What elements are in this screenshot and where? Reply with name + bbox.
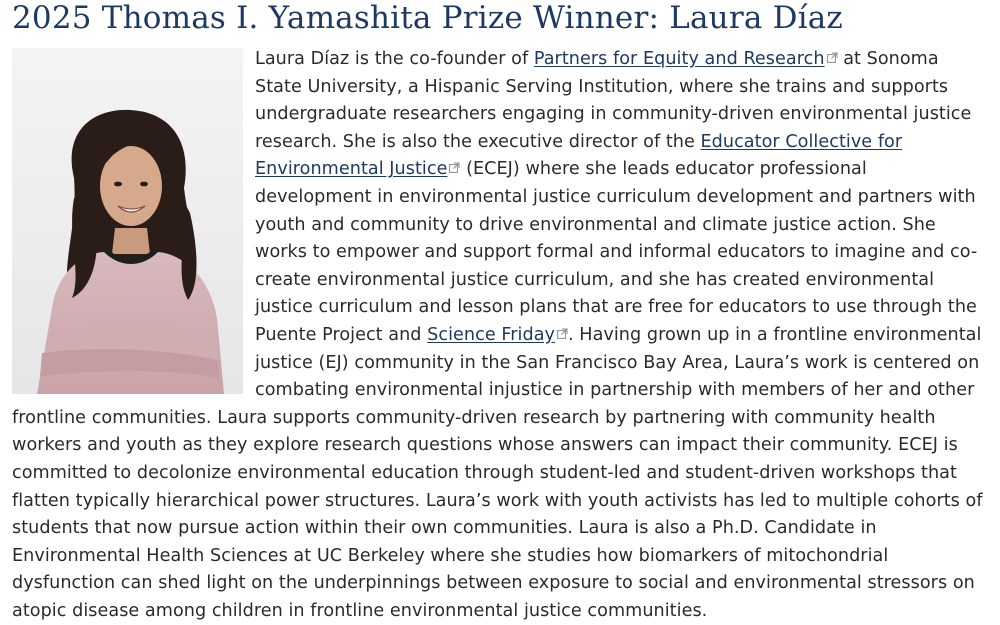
external-link-icon — [449, 162, 460, 173]
portrait-illustration — [12, 48, 243, 394]
educator-collective-link[interactable]: Educator Collective for Environmental Justice — [255, 131, 903, 180]
bio-text-4: . Having grown up in a frontline environmental justice (EJ) community in the San Francisco Bay Area, Laura’s work is centered on combating environmental injustice in partnership with members of her and other frontline communities. Laura supports community-driven research by partnering with community health workers and youth as they explore research questions whose answers can impact their community. ECEJ is committed to decolonize environmental education through student-led and student-driven workshops that flatten typically hierarchical power structures. Laura’s work with youth activists has led to multiple cohorts of students that now pursue action within their own communities. Laura is also a Ph.D. Candidate in Environmental Health Sciences at UC Berkeley where she studies how biomarkers of mitochondrial dysfunction can shed light on the underpinnings between exposure to social and environmental stressors on atopic disease among children in frontline environmental justice communities. — [12, 324, 983, 621]
bio-text-3: (ECEJ) where she leads educator professional development in environmental justice curriculum development and partners with youth and community to drive environmental and climate justice action. She works to empower and support formal and informal educators to imagine and co-create environmental justice curriculum, and she has created environmental justice curriculum and lesson plans that are free for educators to use through the Puente Project and — [255, 159, 978, 345]
page-title: 2025 Thomas I. Yamashita Prize Winner: Laura Díaz — [12, 0, 843, 36]
portrait-photo — [12, 48, 243, 394]
external-link-icon — [557, 328, 568, 339]
bio-text-1: Laura Díaz is the co-founder of — [255, 49, 534, 69]
external-link-icon — [827, 52, 838, 63]
partners-for-equity-link[interactable]: Partners for Equity and Research — [533, 49, 825, 69]
science-friday-link[interactable]: Science Friday — [427, 324, 555, 345]
bio-text-2: at Sonoma State University, a Hispanic Serving Institution, where she trains and supports undergraduate researchers engaging in community-driven environmental justice research. She is also the executive director of the — [255, 49, 972, 152]
article — [12, 0, 988, 625]
